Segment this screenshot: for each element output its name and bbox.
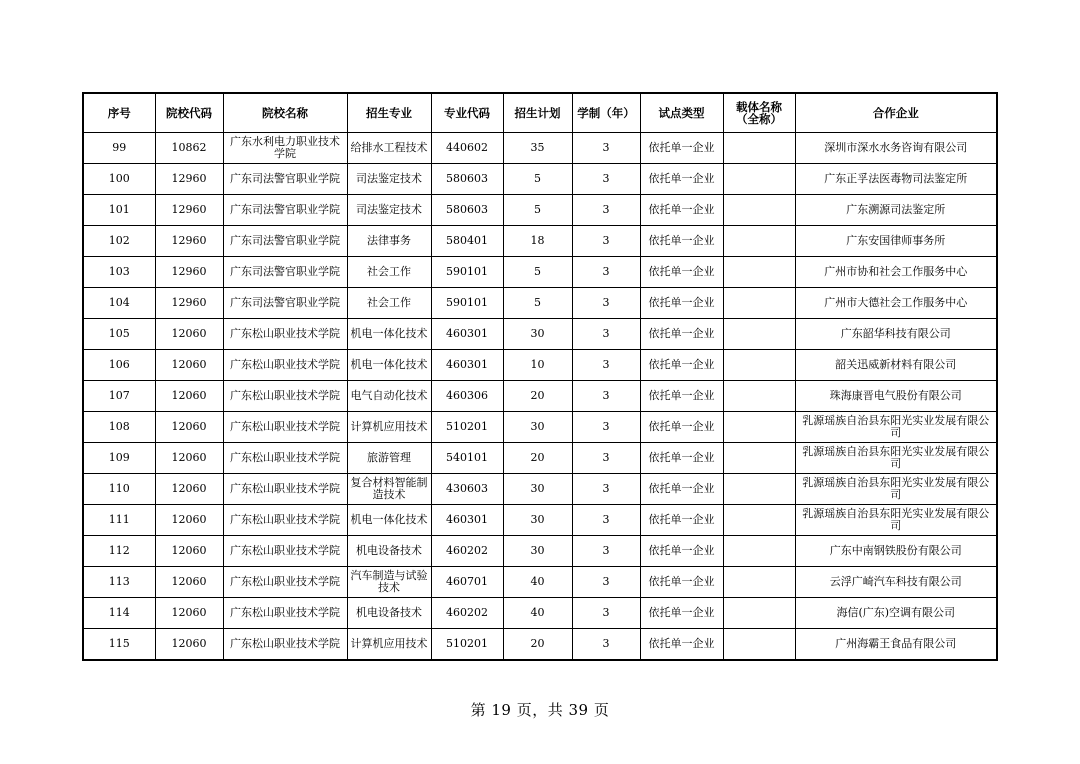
table-cell — [723, 443, 795, 474]
table-cell: 机电一体化技术 — [347, 350, 431, 381]
table-cell: 510201 — [431, 412, 503, 443]
table-cell: 依托单一企业 — [640, 536, 723, 567]
table-cell: 102 — [83, 226, 155, 257]
table-cell: 电气自动化技术 — [347, 381, 431, 412]
table-cell: 108 — [83, 412, 155, 443]
table-header-row — [83, 93, 997, 133]
table-cell: 3 — [572, 350, 640, 381]
table-row — [83, 195, 997, 226]
table-cell: 法律事务 — [347, 226, 431, 257]
table-cell: 3 — [572, 598, 640, 629]
table-cell: 机电设备技术 — [347, 598, 431, 629]
table-cell: 云浮广崎汽车科技有限公司 — [795, 567, 997, 598]
table-cell — [723, 226, 795, 257]
table-cell: 司法鉴定技术 — [347, 195, 431, 226]
table-cell: 依托单一企业 — [640, 474, 723, 505]
table-cell: 12060 — [155, 319, 223, 350]
table-body — [83, 133, 997, 661]
enrollment-table — [82, 92, 998, 661]
table-row — [83, 474, 997, 505]
table-cell: 乳源瑶族自治县东阳光实业发展有限公司 — [795, 443, 997, 474]
table-cell — [723, 536, 795, 567]
table-cell: 113 — [83, 567, 155, 598]
table-cell: 3 — [572, 133, 640, 164]
table-cell: 12060 — [155, 536, 223, 567]
table-cell: 广州市大德社会工作服务中心 — [795, 288, 997, 319]
table-cell: 依托单一企业 — [640, 350, 723, 381]
header-cell: 院校名称 — [223, 93, 347, 133]
header-cell: 招生专业 — [347, 93, 431, 133]
table-cell — [723, 412, 795, 443]
table-row — [83, 443, 997, 474]
table-cell: 机电一体化技术 — [347, 505, 431, 536]
table-cell: 460202 — [431, 536, 503, 567]
table-cell — [723, 598, 795, 629]
table-cell: 广州海霸王食品有限公司 — [795, 629, 997, 661]
table-cell — [723, 133, 795, 164]
table-cell: 12060 — [155, 412, 223, 443]
table-cell: 109 — [83, 443, 155, 474]
table-cell: 590101 — [431, 257, 503, 288]
table-row — [83, 226, 997, 257]
table-cell: 广东溯源司法鉴定所 — [795, 195, 997, 226]
table-cell: 依托单一企业 — [640, 164, 723, 195]
table-cell: 依托单一企业 — [640, 567, 723, 598]
table-cell: 3 — [572, 381, 640, 412]
table-cell — [723, 505, 795, 536]
table-cell: 12060 — [155, 474, 223, 505]
table-cell: 3 — [572, 288, 640, 319]
table-cell: 114 — [83, 598, 155, 629]
table-row — [83, 381, 997, 412]
table-cell: 20 — [503, 381, 572, 412]
table-cell: 460306 — [431, 381, 503, 412]
table-cell — [723, 288, 795, 319]
table-cell: 30 — [503, 474, 572, 505]
table-cell: 计算机应用技术 — [347, 412, 431, 443]
table-cell: 广东松山职业技术学院 — [223, 443, 347, 474]
table-cell: 广东司法警官职业学院 — [223, 288, 347, 319]
table-cell: 430603 — [431, 474, 503, 505]
table-cell: 590101 — [431, 288, 503, 319]
page-number: 第 19 页，共 39 页 — [470, 701, 610, 719]
table-cell: 3 — [572, 443, 640, 474]
table-row — [83, 505, 997, 536]
table-cell: 12960 — [155, 257, 223, 288]
table-cell: 广东安国律师事务所 — [795, 226, 997, 257]
table-cell: 广东松山职业技术学院 — [223, 629, 347, 661]
table-cell: 3 — [572, 505, 640, 536]
header-cell: 院校代码 — [155, 93, 223, 133]
table-row — [83, 350, 997, 381]
table-cell: 460202 — [431, 598, 503, 629]
header-cell: 试点类型 — [640, 93, 723, 133]
table-cell — [723, 257, 795, 288]
table-cell: 依托单一企业 — [640, 195, 723, 226]
table-cell: 540101 — [431, 443, 503, 474]
table-cell: 12060 — [155, 598, 223, 629]
table-cell: 广东韶华科技有限公司 — [795, 319, 997, 350]
table-cell: 3 — [572, 412, 640, 443]
table-row — [83, 567, 997, 598]
table-cell — [723, 381, 795, 412]
table-cell: 海信(广东)空调有限公司 — [795, 598, 997, 629]
table-cell: 广东司法警官职业学院 — [223, 164, 347, 195]
table-cell: 依托单一企业 — [640, 412, 723, 443]
table-cell: 100 — [83, 164, 155, 195]
table-cell: 103 — [83, 257, 155, 288]
table-row — [83, 319, 997, 350]
table-cell: 107 — [83, 381, 155, 412]
table-cell: 12060 — [155, 629, 223, 661]
table-cell: 18 — [503, 226, 572, 257]
table-cell: 广东松山职业技术学院 — [223, 412, 347, 443]
table-cell: 30 — [503, 412, 572, 443]
table-cell: 30 — [503, 319, 572, 350]
table-cell: 广东正孚法医毒物司法鉴定所 — [795, 164, 997, 195]
table-cell: 40 — [503, 598, 572, 629]
table-cell — [723, 629, 795, 661]
table-cell: 广东松山职业技术学院 — [223, 505, 347, 536]
table-cell: 5 — [503, 195, 572, 226]
table-cell — [723, 474, 795, 505]
table-cell: 3 — [572, 536, 640, 567]
table-cell: 40 — [503, 567, 572, 598]
table-cell — [723, 567, 795, 598]
table-cell: 乳源瑶族自治县东阳光实业发展有限公司 — [795, 505, 997, 536]
table-cell: 复合材料智能制造技术 — [347, 474, 431, 505]
table-cell: 乳源瑶族自治县东阳光实业发展有限公司 — [795, 412, 997, 443]
table-cell: 110 — [83, 474, 155, 505]
table-cell: 给排水工程技术 — [347, 133, 431, 164]
table-cell: 3 — [572, 195, 640, 226]
table-row — [83, 288, 997, 319]
header-cell: 学制（年） — [572, 93, 640, 133]
table-cell — [723, 319, 795, 350]
table-cell: 580603 — [431, 164, 503, 195]
table-cell: 12060 — [155, 350, 223, 381]
table-cell: 广东司法警官职业学院 — [223, 226, 347, 257]
table-cell — [723, 195, 795, 226]
table-row — [83, 629, 997, 661]
table-cell: 广东松山职业技术学院 — [223, 381, 347, 412]
table-cell: 460301 — [431, 319, 503, 350]
table-cell: 20 — [503, 443, 572, 474]
table-row — [83, 257, 997, 288]
table-cell — [723, 164, 795, 195]
table-cell: 12060 — [155, 505, 223, 536]
table-cell: 广东中南钢铁股份有限公司 — [795, 536, 997, 567]
table-cell: 韶关迅威新材料有限公司 — [795, 350, 997, 381]
table-cell: 广东司法警官职业学院 — [223, 257, 347, 288]
header-cell: 序号 — [83, 93, 155, 133]
table-cell: 112 — [83, 536, 155, 567]
table-cell: 广东松山职业技术学院 — [223, 536, 347, 567]
table-cell: 12060 — [155, 567, 223, 598]
table-cell: 35 — [503, 133, 572, 164]
table-cell: 10 — [503, 350, 572, 381]
table-cell: 深圳市深水水务咨询有限公司 — [795, 133, 997, 164]
table-cell: 99 — [83, 133, 155, 164]
table-cell: 汽车制造与试验技术 — [347, 567, 431, 598]
table-cell: 30 — [503, 505, 572, 536]
table-cell: 12060 — [155, 381, 223, 412]
table-cell: 460301 — [431, 505, 503, 536]
table-cell: 珠海康晋电气股份有限公司 — [795, 381, 997, 412]
table-cell: 104 — [83, 288, 155, 319]
table-cell: 依托单一企业 — [640, 505, 723, 536]
table-cell: 460301 — [431, 350, 503, 381]
table-cell: 广东松山职业技术学院 — [223, 567, 347, 598]
table-cell: 3 — [572, 567, 640, 598]
table-cell: 依托单一企业 — [640, 381, 723, 412]
table-cell: 460701 — [431, 567, 503, 598]
table-cell: 广州市协和社会工作服务中心 — [795, 257, 997, 288]
header-cell: 载体名称（全称） — [723, 93, 795, 133]
table-cell: 社会工作 — [347, 257, 431, 288]
table-cell: 司法鉴定技术 — [347, 164, 431, 195]
table-cell: 115 — [83, 629, 155, 661]
table-cell: 广东松山职业技术学院 — [223, 350, 347, 381]
table-cell: 510201 — [431, 629, 503, 661]
table-cell: 依托单一企业 — [640, 257, 723, 288]
table-cell: 广东司法警官职业学院 — [223, 195, 347, 226]
table-cell: 12960 — [155, 164, 223, 195]
table-cell: 10862 — [155, 133, 223, 164]
table-cell: 12960 — [155, 195, 223, 226]
table-cell: 106 — [83, 350, 155, 381]
table-cell: 5 — [503, 257, 572, 288]
table-cell: 依托单一企业 — [640, 319, 723, 350]
table-cell: 5 — [503, 288, 572, 319]
table-row — [83, 412, 997, 443]
table-cell: 20 — [503, 629, 572, 661]
table-cell: 广东松山职业技术学院 — [223, 474, 347, 505]
table-cell: 乳源瑶族自治县东阳光实业发展有限公司 — [795, 474, 997, 505]
table-cell: 机电设备技术 — [347, 536, 431, 567]
table-cell: 105 — [83, 319, 155, 350]
table-row — [83, 133, 997, 164]
table-cell: 440602 — [431, 133, 503, 164]
table-cell: 计算机应用技术 — [347, 629, 431, 661]
table-cell: 依托单一企业 — [640, 133, 723, 164]
table-cell: 580401 — [431, 226, 503, 257]
table-cell — [723, 350, 795, 381]
header-cell: 合作企业 — [795, 93, 997, 133]
table-cell: 依托单一企业 — [640, 598, 723, 629]
header-cell: 招生计划 — [503, 93, 572, 133]
table-cell: 依托单一企业 — [640, 629, 723, 661]
table-cell: 5 — [503, 164, 572, 195]
table-cell: 3 — [572, 164, 640, 195]
table-cell: 3 — [572, 629, 640, 661]
table-cell: 依托单一企业 — [640, 443, 723, 474]
table-cell: 广东水利电力职业技术学院 — [223, 133, 347, 164]
table-cell: 101 — [83, 195, 155, 226]
table-cell: 3 — [572, 257, 640, 288]
table-cell: 依托单一企业 — [640, 226, 723, 257]
table-cell: 依托单一企业 — [640, 288, 723, 319]
table-cell: 580603 — [431, 195, 503, 226]
table-cell: 3 — [572, 474, 640, 505]
table-row — [83, 164, 997, 195]
table-cell: 111 — [83, 505, 155, 536]
header-cell: 专业代码 — [431, 93, 503, 133]
table-cell: 广东松山职业技术学院 — [223, 319, 347, 350]
table-cell: 社会工作 — [347, 288, 431, 319]
table-cell: 旅游管理 — [347, 443, 431, 474]
table-cell: 12960 — [155, 288, 223, 319]
table-cell: 30 — [503, 536, 572, 567]
table-cell: 机电一体化技术 — [347, 319, 431, 350]
table-cell: 12960 — [155, 226, 223, 257]
table-cell: 3 — [572, 319, 640, 350]
table-cell: 广东松山职业技术学院 — [223, 598, 347, 629]
table-row — [83, 536, 997, 567]
table-row — [83, 598, 997, 629]
table-cell: 3 — [572, 226, 640, 257]
table-cell: 12060 — [155, 443, 223, 474]
